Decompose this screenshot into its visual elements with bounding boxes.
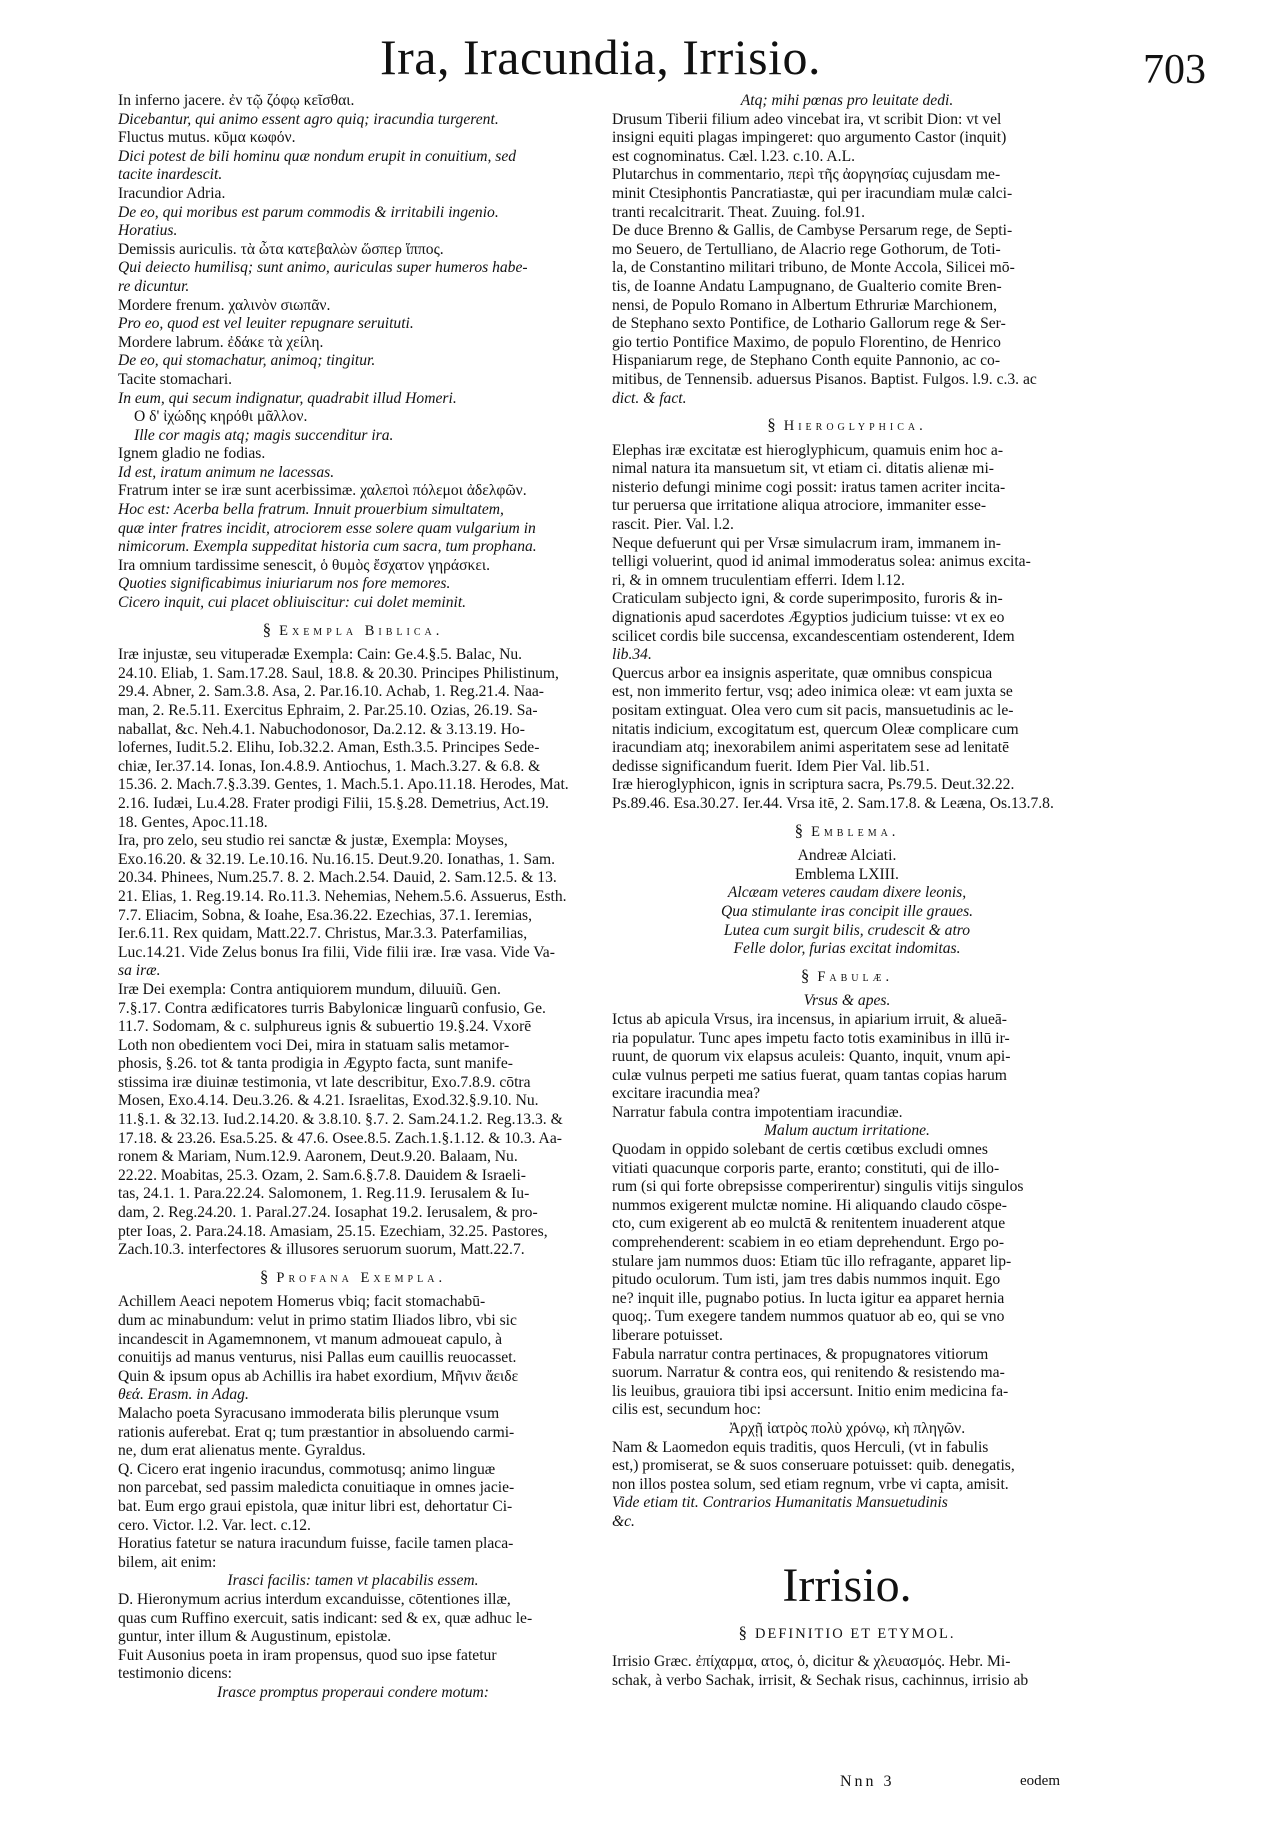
text-line: culæ vulnus perpeti me satius fuerat, quam tantas copias harum xyxy=(612,1066,1007,1084)
text-line: Emblema LXIII. xyxy=(795,865,899,883)
text-line: gio tertio Pontifice Maximo, de populo Florentino, de Henrico xyxy=(612,333,1001,351)
section-heading-label: Profana Exempla. xyxy=(276,1269,447,1286)
text-line: Id est, iratum animum ne lacessas. xyxy=(118,463,335,481)
text-line: Dicebantur, qui animo essent agro quiq; iracundia turgerent. xyxy=(118,110,499,128)
text-line: conuitijs ad manus venturus, nisi Pallas eum cauillis reuocasset. xyxy=(118,1349,517,1367)
text-line: rationis auferebat. Erat q; tum præstantior in absoluendo carmi- xyxy=(118,1423,515,1441)
text-line: bat. Eum ergo graui epistola, quæ initur libri est, dehortatur Ci- xyxy=(118,1497,513,1515)
text-line: testimonio dicens: xyxy=(118,1665,232,1683)
subsection-heading-label: DEFINITIO ET ETYMOL. xyxy=(755,1625,956,1642)
text-line: Fluctus mutus. κῦμα κωφόν. xyxy=(118,129,296,147)
text-line: Lutea cum surgit bilis, crudescit & atro xyxy=(723,921,971,939)
page-number: 703 xyxy=(1143,47,1206,93)
text-line: Neque defuerunt qui per Vrsæ simulacrum iram, immanem in- xyxy=(612,534,1001,552)
text-line: Q. Cicero erat ingenio iracundus, commotusq; animo linguæ xyxy=(118,1460,496,1478)
text-line: dict. & fact. xyxy=(612,389,687,407)
text-line: Horatius. xyxy=(118,222,178,240)
section-heading xyxy=(612,416,1082,436)
text-line: Exo.16.20. & 32.19. Le.10.16. Nu.16.15. Deut.9.20. Ionathas, 1. Sam. xyxy=(118,850,556,868)
text-line: Craticulam subjecto igni, & corde superimposito, furoris & in- xyxy=(612,590,1003,608)
text-line: Pro eo, quod est vel leuiter repugnare seruituti. xyxy=(118,315,414,333)
text-line: nimal natura ita mansuetum sit, vt etiam ci. ditatis alienæ mi- xyxy=(612,460,994,478)
text-line: Quercus arbor ea insignis asperitate, quæ omnibus conspicua xyxy=(612,664,993,682)
text-line: Achillem Aeaci nepotem Homerus vbiq; facit stomachabū- xyxy=(118,1293,486,1311)
text-line: non illos postea solum, sed etiam regnum, vrbe vi capta, amisit. xyxy=(612,1475,1009,1493)
text-line: nummos exigerent mulctæ nomine. Hi aliquando claudo cōspe- xyxy=(612,1196,1007,1214)
text-line: 21. Elias, 1. Reg.19.14. Ro.11.3. Nehemias, Nehem.5.6. Assuerus, Esth. xyxy=(118,887,567,905)
text-line: iracundiam atq; inexorabilem animi asperitatem sese ad lenitatē xyxy=(612,739,1010,757)
text-line: insigni equiti plagas impingeret: quo argumento Castor (inquit) xyxy=(612,129,1007,147)
text-line: Hoc est: Acerba bella fratrum. Innuit prouerbium simultatem, xyxy=(118,501,504,519)
text-line: Dici potest de bili hominu quæ nondum erupit in conuitium, sed xyxy=(118,147,517,165)
text-line: Irasci facilis: tamen vt placabilis essem. xyxy=(227,1572,479,1590)
text-line: Elephas iræ excitatæ est hieroglyphicum, quamuis enim hoc a- xyxy=(612,441,1004,459)
text-line: schak, à verbo Sachak, irrisit, & Sechak risus, cachinnus, irrisio ab xyxy=(612,1671,1029,1689)
text-line: positam extinguat. Olea vero cum sit pacis, mansuetudinis ac le- xyxy=(612,702,1014,719)
text-line: tacite inardescit. xyxy=(118,166,223,184)
text-line: tranti recalcitrarit. Theat. Zuuing. fol.91. xyxy=(612,203,866,221)
text-line: Mosen, Exo.4.14. Deu.3.26. & 4.21. Israelitas, Exod.32.§.9.10. Nu. xyxy=(118,1092,539,1110)
text-line: Iracundior Adria. xyxy=(118,184,226,202)
text-line: Iræ hieroglyphicon, ignis in scriptura sacra, Ps.79.5. Deut.32.22. xyxy=(612,776,1015,794)
text-line: Mordere labrum. ἐδάκε τὰ χείλη. xyxy=(118,333,324,351)
text-line: D. Hieronymum acrius interdum excanduisse, cōtentiones illæ, xyxy=(118,1590,511,1608)
text-line: nisterio defungi minime cogi possit: iratus tamen acriter incita- xyxy=(612,478,1006,496)
text-line: 2.16. Iudæi, Lu.4.28. Frater prodigi Filii, 15.§.28. Demetrius, Act.19. xyxy=(118,794,549,812)
text-line: In eum, qui secum indignatur, quadrabit illud Homeri. xyxy=(118,389,457,407)
text-line: dedisse significandum fuerit. Idem Pier Val. lib.51. xyxy=(612,757,930,775)
text-line: ria populatur. Tunc apes impetu facto totis examinibus in illū ir- xyxy=(612,1029,1010,1047)
section-heading-label: Emblema. xyxy=(811,823,900,840)
text-line: 29.4. Abner, 2. Sam.3.8. Asa, 2. Par.16.10. Achab, 1. Reg.21.4. Naa- xyxy=(118,683,544,701)
text-line: incandescit in Agamemnonem, vt manum admoueat capulo, à xyxy=(118,1330,503,1348)
text-line: Tacite stomachari. xyxy=(118,370,233,388)
text-line: ruunt, de quorum vix elapsus aculeis: Quanto, inquit, vnum api- xyxy=(612,1048,1011,1066)
text-line: Luc.14.21. Vide Zelus bonus Ira filii, Vide filii iræ. Iræ vasa. Vide Va- xyxy=(118,943,555,961)
text-line: lofernes, Iudit.5.2. Elihu, Iob.32.2. Aman, Esth.3.5. Principes Sede- xyxy=(118,739,540,757)
subsection-heading xyxy=(612,1624,1082,1644)
text-line: man, 2. Re.5.11. Exercitus Ephraim, 2. Par.25.10. Ozias, 26.19. Sa- xyxy=(118,702,538,719)
text-line: Atq; mihi pœnas pro leuitate dedi. xyxy=(740,92,954,109)
text-line: Malacho poeta Syracusano immoderata bilis plerunque vsum xyxy=(118,1404,500,1422)
text-line: Loth non obedientem voci Dei, mira in statuam salis metamor- xyxy=(118,1036,510,1054)
text-line: rascit. Pier. Val. l.2. xyxy=(612,516,734,534)
text-line: dignationis apud sacerdotes Ægyptios judicium tuisse: vt ex eo xyxy=(612,609,1005,627)
catchword: eodem xyxy=(1020,1773,1060,1789)
text-line: guntur, inter illum & Augustinum, epistolæ. xyxy=(118,1628,392,1646)
left-text-column xyxy=(118,92,588,1792)
section-mark: § xyxy=(738,1622,748,1642)
text-line: bilem, ait enim: xyxy=(118,1553,217,1571)
text-line: nitatis indicium, excogitatum est, quercum Oleæ complicare cum xyxy=(612,720,1019,738)
text-line: Drusum Tiberii filium adeo vincebat ira, vt scribit Dion: vt vel xyxy=(612,110,1002,128)
text-line: quas cum Ruffino exercuit, satis indicant: sed & ex, quæ adhuc le- xyxy=(118,1609,533,1627)
text-line: phosis, §.26. tot & tanta prodigia in Ægypto facta, sunt manife- xyxy=(118,1055,513,1073)
text-line: Quoties significabimus iniuriarum nos fore memores. xyxy=(118,575,451,593)
text-line: dam, 2. Reg.24.20. 1. Paral.27.24. Iosaphat 19.2. Ierusalem, & pro- xyxy=(118,1204,538,1222)
text-line: Quodam in oppido solebant de certis cœtibus excludi omnes xyxy=(612,1141,988,1159)
text-line: mitibus, de Tennensib. aduersus Pisanos. Baptist. Fulgos. l.9. c.3. ac xyxy=(612,370,1037,388)
section-heading-label: Hieroglyphica. xyxy=(783,418,927,435)
text-line: nensi, de Populo Romano in Albertum Ethruriæ Marchionem, xyxy=(612,296,998,314)
text-line: tis, de Ioanne Andatu Lampugnano, de Gualterio comite Bren- xyxy=(612,277,1002,295)
section-heading xyxy=(118,621,588,641)
running-title: Ira, Iracundia, Irrisio. xyxy=(380,29,821,85)
text-line: Fabula narratur contra pertinaces, & propugnatores vitiorum xyxy=(612,1345,989,1363)
text-line: excitare iracundia mea? xyxy=(612,1085,761,1103)
text-line: naballat, &c. Neh.4.1. Nabuchodonosor, Da.2.12. & 3.13.19. Ho- xyxy=(118,720,525,738)
text-line: Ἀρχῇ ἰατρὸς πολὺ χρόνῳ, κὴ πληγῶν. xyxy=(728,1419,966,1437)
text-line: stissima iræ diuinæ testimonia, vt late describitur, Exo.7.8.9. cōtra xyxy=(118,1073,531,1091)
text-line: cto, cum exigerent ab eo mulctā & renitentem inuaderent atque xyxy=(612,1215,1006,1233)
text-line: Ο δ' ἰχώδης κηρόθι μᾶλλον. xyxy=(134,408,308,426)
text-line: Nam & Laomedon equis traditis, quos Herculi, (vt in fabulis xyxy=(612,1438,989,1456)
text-line: Malum auctum irritatione. xyxy=(764,1122,930,1140)
text-line: Vide etiam tit. Contrarios Humanitatis Mansuetudinis xyxy=(612,1494,948,1512)
text-line: stulare jam nummos duos: Etiam tūc illo refragante, apparet lip- xyxy=(612,1252,1012,1270)
text-line: sa iræ. xyxy=(118,962,161,980)
text-line: In inferno jacere. ἐν τῷ ζόφῳ κεῖσθαι. xyxy=(118,92,355,109)
text-line: 7.§.17. Contra ædificatores turris Babylonicæ linguarũ confusio, Ge. xyxy=(118,999,546,1017)
section-mark: § xyxy=(259,1266,269,1286)
section-heading xyxy=(118,1268,588,1288)
section-heading xyxy=(612,967,1082,987)
text-line: Fratrum inter se iræ sunt acerbissimæ. χαλεποὶ πόλεμοι ἀδελφῶν. xyxy=(118,482,527,500)
text-line: ronem & Mariam, Num.12.9. Aaronem, Deut.9.20. Balaam, Nu. xyxy=(118,1148,518,1166)
page-header xyxy=(0,22,1276,92)
section-mark: § xyxy=(767,415,776,435)
text-line: la, de Constantino militari tribuno, de Monte Accola, Silicei mō- xyxy=(612,259,1015,277)
section-mark: § xyxy=(800,965,810,985)
section-heading xyxy=(612,822,1082,842)
entry-heading: Irrisio. xyxy=(782,1558,912,1612)
text-line: 18. Gentes, Apoc.11.18. xyxy=(118,813,268,831)
text-line: &c. xyxy=(612,1512,635,1530)
text-line: minit Ctesiphontis Pancratiastæ, qui per iracundiam mulæ calci- xyxy=(612,184,1013,202)
text-line: Demissis auriculis. τὰ ὦτα κατεβαλὼν ὥσπερ ἵππος. xyxy=(118,240,444,258)
text-line: Zach.10.3. interfectores & illusores seruorum suorum, Matt.22.7. xyxy=(118,1241,525,1259)
text-line: 7.7. Eliacim, Sobna, & Ioahe, Esa.36.22. Ezechias, 37.1. Ieremias, xyxy=(118,906,532,924)
section-heading-label: Fabulæ. xyxy=(817,968,894,985)
text-line: 17.18. & 23.26. Esa.5.25. & 47.6. Osee.8.5. Zach.1.§.1.12. & 10.3. Aa- xyxy=(118,1129,562,1147)
text-line: Vrsus & apes. xyxy=(803,992,891,1010)
text-line: comprehenderent: scabiem in eo etiam deprehendunt. Ergo po- xyxy=(612,1234,1005,1252)
text-line: ne, dum erat alienatus mente. Gyraldus. xyxy=(118,1442,366,1460)
text-line: Horatius fatetur se natura iracundum fuisse, facile tamen placa- xyxy=(118,1535,514,1553)
text-line: Andreæ Alciati. xyxy=(797,847,897,865)
section-heading-label: Exempla Biblica. xyxy=(279,622,444,639)
text-line: 15.36. 2. Mach.7.§.3.39. Gentes, 1. Mach.5.1. Apo.11.18. Herodes, Mat. xyxy=(118,776,569,794)
text-line: est, non immerito fertur, vsq; adeo inimica oleæ: vt eam juxta se xyxy=(612,683,1013,701)
text-line: nimicorum. Exempla suppeditat historia cum sacra, tum prophana. xyxy=(118,538,537,556)
text-line: est,) promiserat, se & suos conseruare potuisset: quib. denegatis, xyxy=(612,1457,1015,1475)
text-line: non parcebat, sed passim maledicta conuitiaque in omnes jacie- xyxy=(118,1479,515,1497)
text-line: quæ inter fratres incidit, atrociorem esse solere quam vulgarium in xyxy=(118,519,536,537)
right-text-column xyxy=(612,92,1082,1782)
text-line: Irasce promptus properaui condere motum: xyxy=(217,1683,489,1701)
text-line: mo Seuero, de Tertulliano, de Alacrio rege Gothorum, de Toti- xyxy=(612,240,1001,258)
text-line: chiæ, Ier.37.14. Ionas, Ion.4.8.9. Antiochus, 1. Mach.3.27. & 6.8. & xyxy=(118,757,541,775)
text-line: Ier.6.11. Rex quidam, Matt.22.7. Christus, Mar.3.3. Paterfamilias, xyxy=(118,925,528,943)
text-line: De eo, qui stomachatur, animoq; tingitur. xyxy=(118,352,376,370)
text-line: cero. Victor. l.2. Var. lect. c.12. xyxy=(118,1516,311,1534)
text-line: tur peruersa que irritatione aliqua atrociore, immaniter esse- xyxy=(612,497,987,515)
text-line: lis leuibus, grauiora tibi ipsi accersunt. Initio enim medicina fa- xyxy=(612,1382,1009,1400)
text-line: Alcæam veteres caudam dixere leonis, xyxy=(727,884,967,902)
text-line: vitiati quacunque corporis parte, eranto; constituti, qui de illo- xyxy=(612,1159,1000,1177)
text-line: De eo, qui moribus est parum commodis & irritabili ingenio. xyxy=(118,203,499,221)
text-line: Ictus ab apicula Vrsus, ira incensus, in apiarium irruit, & alueā- xyxy=(612,1010,1007,1028)
section-mark: § xyxy=(794,820,804,840)
text-line: lib.34. xyxy=(612,646,652,664)
text-line: suorum. Narratur & contra eos, qui renitendo & resistendo ma- xyxy=(612,1364,1005,1382)
text-line: dum ac minabundum: velut in primo statim Iliados libro, vbi sic xyxy=(118,1312,517,1329)
text-line: quoq;. Tum exegere tandem nummos quatuor ab eo, qui se vno xyxy=(612,1308,1005,1326)
text-line: Fuit Ausonius poeta in iram propensus, quod suo ipse fatetur xyxy=(118,1646,497,1664)
text-line: cilis est, secundum hoc: xyxy=(612,1401,761,1419)
text-line: Qui deiecto humilisq; sunt animo, auriculas super humeros habe- xyxy=(118,259,528,277)
text-line: Plutarchus in commentario, περὶ τῆς ἀοργησίας cujusdam me- xyxy=(612,166,1001,184)
text-line: tas, 24.1. 1. Para.22.24. Salomonem, 1. Reg.11.9. Ierusalem & Iu- xyxy=(118,1185,530,1203)
text-line: de Stephano sexto Pontifice, de Lothario Gallorum rege & Ser- xyxy=(612,315,1006,333)
text-line: telligi voluerint, quod id animal immoderatus solea: animus excita- xyxy=(612,553,1031,571)
text-line: Quin & ipsum opus ab Achillis ira habet exordium, Μῆνιν ἄειδε xyxy=(118,1367,519,1385)
text-line: pter Ioas, 2. Para.24.18. Amasiam, 25.15. Ezechiam, 32.25. Pastores, xyxy=(118,1222,548,1240)
text-line: Ira omnium tardissime senescit, ὁ θυμὸς ἔσχατον γηράσκει. xyxy=(118,556,490,574)
text-line: Irrisio Græc. ἐπίχαρμα, ατος, ὁ, dicitur & χλευασμός. Hebr. Mi- xyxy=(612,1653,1011,1671)
text-line: θεά. Erasm. in Adag. xyxy=(118,1386,249,1404)
text-line: liberare potuisset. xyxy=(612,1327,723,1344)
text-line: ri, & in omnem truculentiam efferri. Idem l.12. xyxy=(612,571,905,589)
text-line: rum (si qui forte obrepsisse comperirentur) singulis vitijs singulos xyxy=(612,1178,1024,1196)
section-mark: § xyxy=(262,619,272,639)
text-line: Qua stimulante iras concipit ille graues. xyxy=(720,902,974,920)
signature-mark: Nnn 3 xyxy=(840,1773,895,1790)
text-line: Ille cor magis atq; magis succenditur ira. xyxy=(134,426,394,444)
text-line: Hispaniarum rege, de Stephano Conth equite Pannonio, ac co- xyxy=(612,352,1001,370)
text-line: Felle dolor, furias excitat indomitas. xyxy=(733,940,961,958)
text-line: pitudo oculorum. Tum isti, jam tres dabis nummos inquit. Ego xyxy=(612,1271,1001,1289)
text-line: Mordere frenum. χαλινὸν σιωπᾶν. xyxy=(118,296,331,314)
text-line: 11.§.1. & 32.13. Iud.2.14.20. & 3.8.10. §.7. 2. Sam.24.1.2. Reg.13.3. & xyxy=(118,1111,563,1129)
text-line: Ignem gladio ne fodias. xyxy=(118,445,266,463)
text-line: Ps.89.46. Esa.30.27. Ier.44. Vrsa itē, 2. Sam.17.8. & Leæna, Os.13.7.8. xyxy=(612,794,1054,812)
text-line: 24.10. Eliab, 1. Sam.17.28. Saul, 18.8. & 20.30. Principes Philistinum, xyxy=(118,664,559,682)
text-line: re dicuntur. xyxy=(118,277,190,295)
text-line: ne? inquit ille, pugnabo potius. In lucta igitur ea apparet hernia xyxy=(612,1289,1005,1307)
text-line: Cicero inquit, cui placet obliuiscitur: cui dolet meminit. xyxy=(118,594,467,612)
text-line: Iræ injustæ, seu vituperadæ Exempla: Cain: Ge.4.§.5. Balac, Nu. xyxy=(118,646,523,664)
text-line: De duce Brenno & Gallis, de Cambyse Persarum rege, de Septi- xyxy=(612,222,1013,240)
text-line: 20.34. Phinees, Num.25.7. 8. 2. Mach.2.54. Dauid, 2. Sam.12.5. & 13. xyxy=(118,869,557,887)
text-line: 11.7. Sodomam, & c. sulphureus ignis & subuertio 19.§.24. Vxorē xyxy=(118,1018,532,1036)
text-line: scilicet cordis bile succensa, excandescentiam ostenderent, Idem xyxy=(612,627,1015,645)
text-line: 22.22. Moabitas, 25.3. Ozam, 2. Sam.6.§.7.8. Dauidem & Israeli- xyxy=(118,1166,526,1184)
text-line: Iræ Dei exempla: Contra antiquiorem mundum, diluuiũ. Gen. xyxy=(118,980,501,998)
text-line: Narratur fabula contra impotentiam iracundiæ. xyxy=(612,1103,903,1121)
text-line: est cognominatus. Cæl. l.23. c.10. A.L. xyxy=(612,147,855,165)
text-line: Ira, pro zelo, seu studio rei sanctæ & justæ, Exempla: Moyses, xyxy=(118,832,508,850)
